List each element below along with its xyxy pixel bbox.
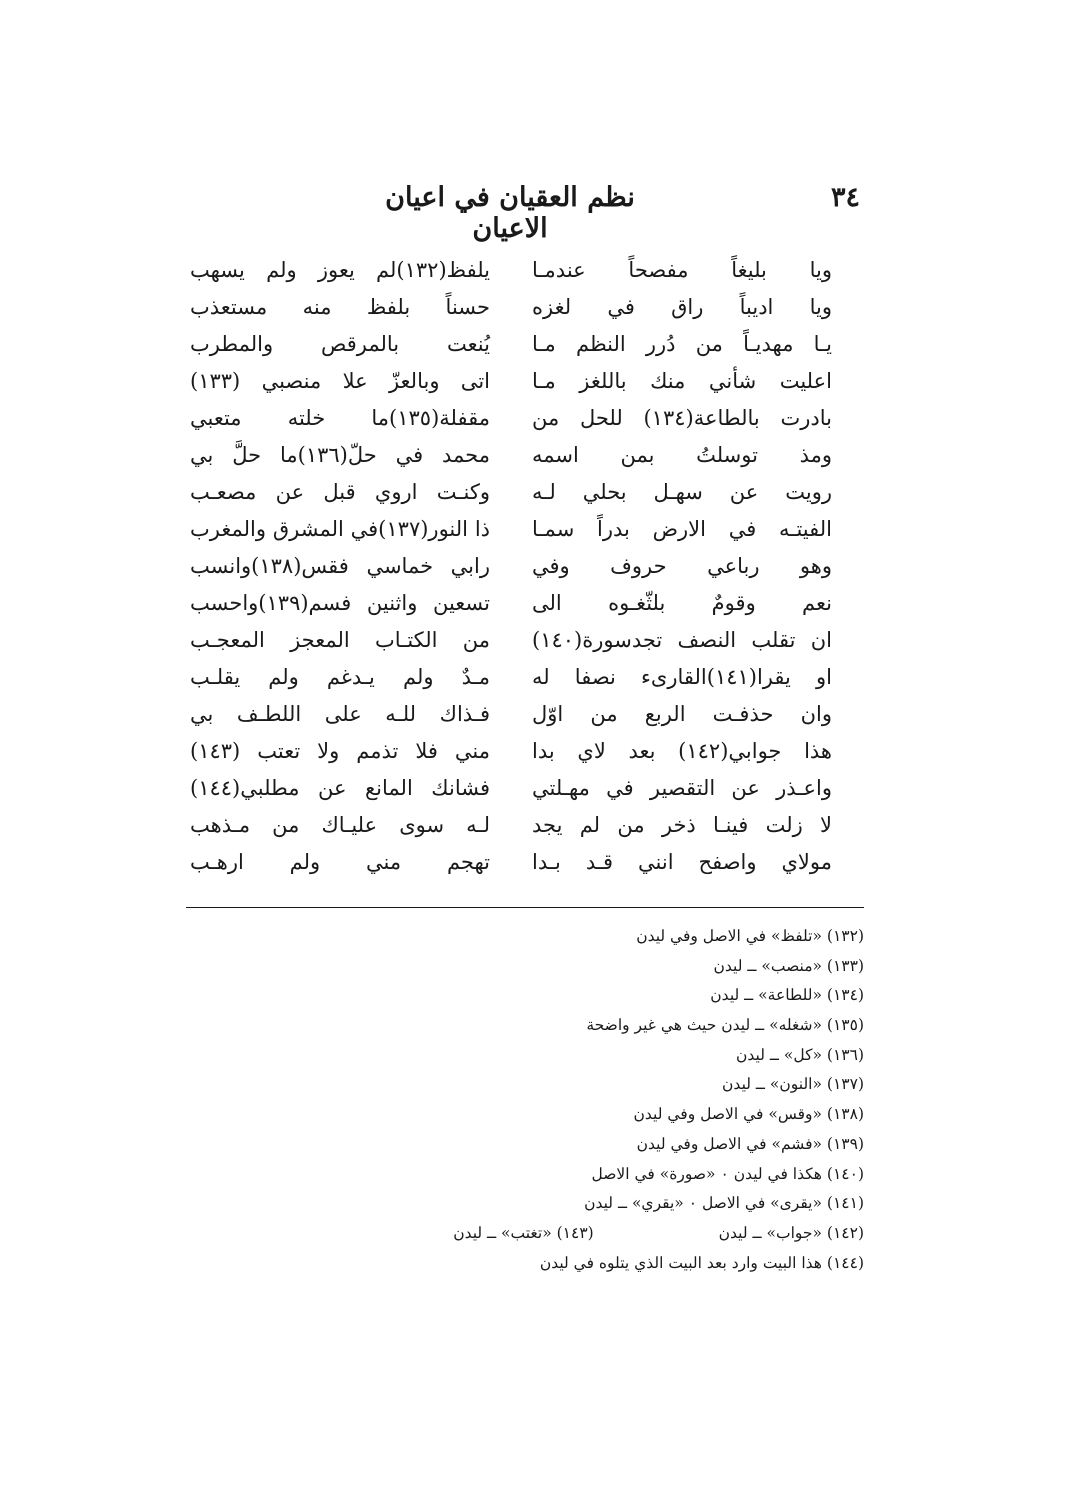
verse-second-hemistich: لـه سوى عليـاك من مـذهب — [190, 813, 490, 837]
verse-first-hemistich: ويا بليغاً مفصحاً عندمـا — [532, 258, 832, 282]
verse-second-hemistich: محمد في حلّ(١٣٦)ما حلَّ بي — [190, 443, 490, 467]
verse-row — [160, 400, 860, 437]
verse-row — [160, 733, 860, 770]
footnote: (١٤٢) «جواب» ــ ليدن — [718, 1223, 864, 1242]
verse-second-hemistich: مني فلا تذمم ولا تعتب (١٤٣) — [190, 739, 490, 763]
verse-first-hemistich: واعـذر عن التقصير في مهـلتي — [532, 776, 832, 800]
verse-row — [160, 696, 860, 733]
verse-row — [160, 289, 860, 326]
verse-second-hemistich: يلفظ(١٣٢)لم يعوز ولم يسهب — [190, 258, 490, 282]
verse-row — [160, 363, 860, 400]
verse-first-hemistich: وان حذفـت الربع من اوّل — [532, 702, 832, 726]
footnote: (١٣٩) «فشم» في الاصل وفي ليدن — [636, 1134, 864, 1153]
footnote: (١٤٣) «تغتب» ــ ليدن — [453, 1223, 594, 1242]
footnote: (١٣٥) «شغله» ــ ليدن حيث هي غير واضحة — [586, 1016, 864, 1035]
verse-row — [160, 807, 860, 844]
verse-first-hemistich: يـا مهديـاً من دُرر النظم مـا — [532, 332, 832, 356]
verse-first-hemistich: ومذ توسلتُ بمن اسمه — [532, 443, 832, 467]
footnote-row — [453, 1219, 864, 1249]
verse-first-hemistich: بادرت بالطاعة(١٣٤) للحل من — [532, 406, 832, 430]
verse-second-hemistich: اتى وبالعزّ علا منصبي (١٣٣) — [190, 369, 490, 393]
verse-first-hemistich: مولاي واصفح انني قـد بـدا — [532, 850, 832, 874]
running-title: نظم العقيان في اعيان الاعيان — [385, 182, 635, 244]
page-header — [170, 182, 860, 244]
verse-second-hemistich: رابي خماسي فقس(١٣٨)وانسب — [190, 554, 490, 578]
verse-first-hemistich: رويت عن سهـل بحلي لـه — [532, 480, 832, 504]
verse-first-hemistich: ويا اديباً راق في لغزه — [532, 295, 832, 319]
verse-row — [160, 622, 860, 659]
footnote: (١٣٧) «النون» ــ ليدن — [722, 1075, 864, 1094]
verse-second-hemistich: فـذاك للـه على اللطـف بي — [190, 702, 490, 726]
verse-first-hemistich: اعليت شأني منك باللغز مـا — [532, 369, 832, 393]
verse-first-hemistich: او يقرا(١٤١)القارىء نصفا له — [532, 665, 832, 689]
verse-second-hemistich: تسعين واثنين فسم(١٣٩)واحسب — [190, 591, 490, 615]
verse-row — [160, 474, 860, 511]
verse-second-hemistich: من الكتـاب المعجز المعجـب — [190, 628, 490, 652]
verse-second-hemistich: تهجم مني ولم ارهـب — [190, 850, 490, 874]
footnote: (١٣٣) «منصب» ــ ليدن — [713, 956, 864, 975]
verse-row — [160, 659, 860, 696]
verse-first-hemistich: الفيتـه في الارض بدراً سمـا — [532, 517, 832, 541]
verse-row — [160, 252, 860, 289]
verse-first-hemistich: هذا جوابي(١٤٢) بعد لاي بدا — [532, 739, 832, 763]
verse-second-hemistich: وكنـت اروي قبل عن مصعـب — [190, 480, 490, 504]
verse-second-hemistich: حسناً بلفظ منه مستعذب — [190, 295, 490, 319]
verse-second-hemistich: ذا النور(١٣٧)في المشرق والمغرب — [190, 517, 490, 541]
verse-first-hemistich: نعم وقومٌ بلثّغـوه الى — [532, 591, 832, 615]
page-number: ٣٤ — [830, 182, 860, 213]
verse-row — [160, 511, 860, 548]
verse-row — [160, 844, 860, 881]
footnote: (١٣٨) «وقس» في الاصل وفي ليدن — [633, 1105, 864, 1124]
footnote-divider — [186, 907, 864, 908]
footnote: (١٤٠) هكذا في ليدن ٠ «صورة» في الاصل — [591, 1164, 864, 1183]
verse-second-hemistich: مـدٌ ولم يـدغم ولم يقلـب — [190, 665, 490, 689]
verse-row — [160, 326, 860, 363]
footnotes — [453, 922, 864, 1278]
verse-row — [160, 770, 860, 807]
verse-row — [160, 437, 860, 474]
verse-first-hemistich: لا زلت فينـا ذخر من لم يجد — [532, 813, 832, 837]
verse-row — [160, 548, 860, 585]
footnote: (١٤٤) هذا البيت وارد بعد البيت الذي يتلوه في ليدن — [539, 1253, 864, 1272]
footnote: (١٣٦) «كل» ــ ليدن — [736, 1045, 864, 1064]
verse-second-hemistich: فشانك المانع عن مطلبي(١٤٤) — [190, 776, 490, 800]
verse-second-hemistich: يُنعت بالمرقص والمطرب — [190, 332, 490, 356]
verse-second-hemistich: مقفلة(١٣٥)ما خلته متعبي — [190, 406, 490, 430]
verse-first-hemistich: ان تقلب النصف تجدسورة(١٤٠) — [532, 628, 832, 652]
footnote: (١٣٤) «للطاعة» ــ ليدن — [710, 986, 864, 1005]
poem — [160, 252, 860, 881]
footnote: (١٣٢) «تلفظ» في الاصل وفي ليدن — [636, 927, 864, 945]
verse-first-hemistich: وهو رباعي حروف وفي — [532, 554, 832, 578]
footnote: (١٤١) «يقرى» في الاصل ٠ «يقري» ــ ليدن — [584, 1194, 864, 1213]
verse-row — [160, 585, 860, 622]
